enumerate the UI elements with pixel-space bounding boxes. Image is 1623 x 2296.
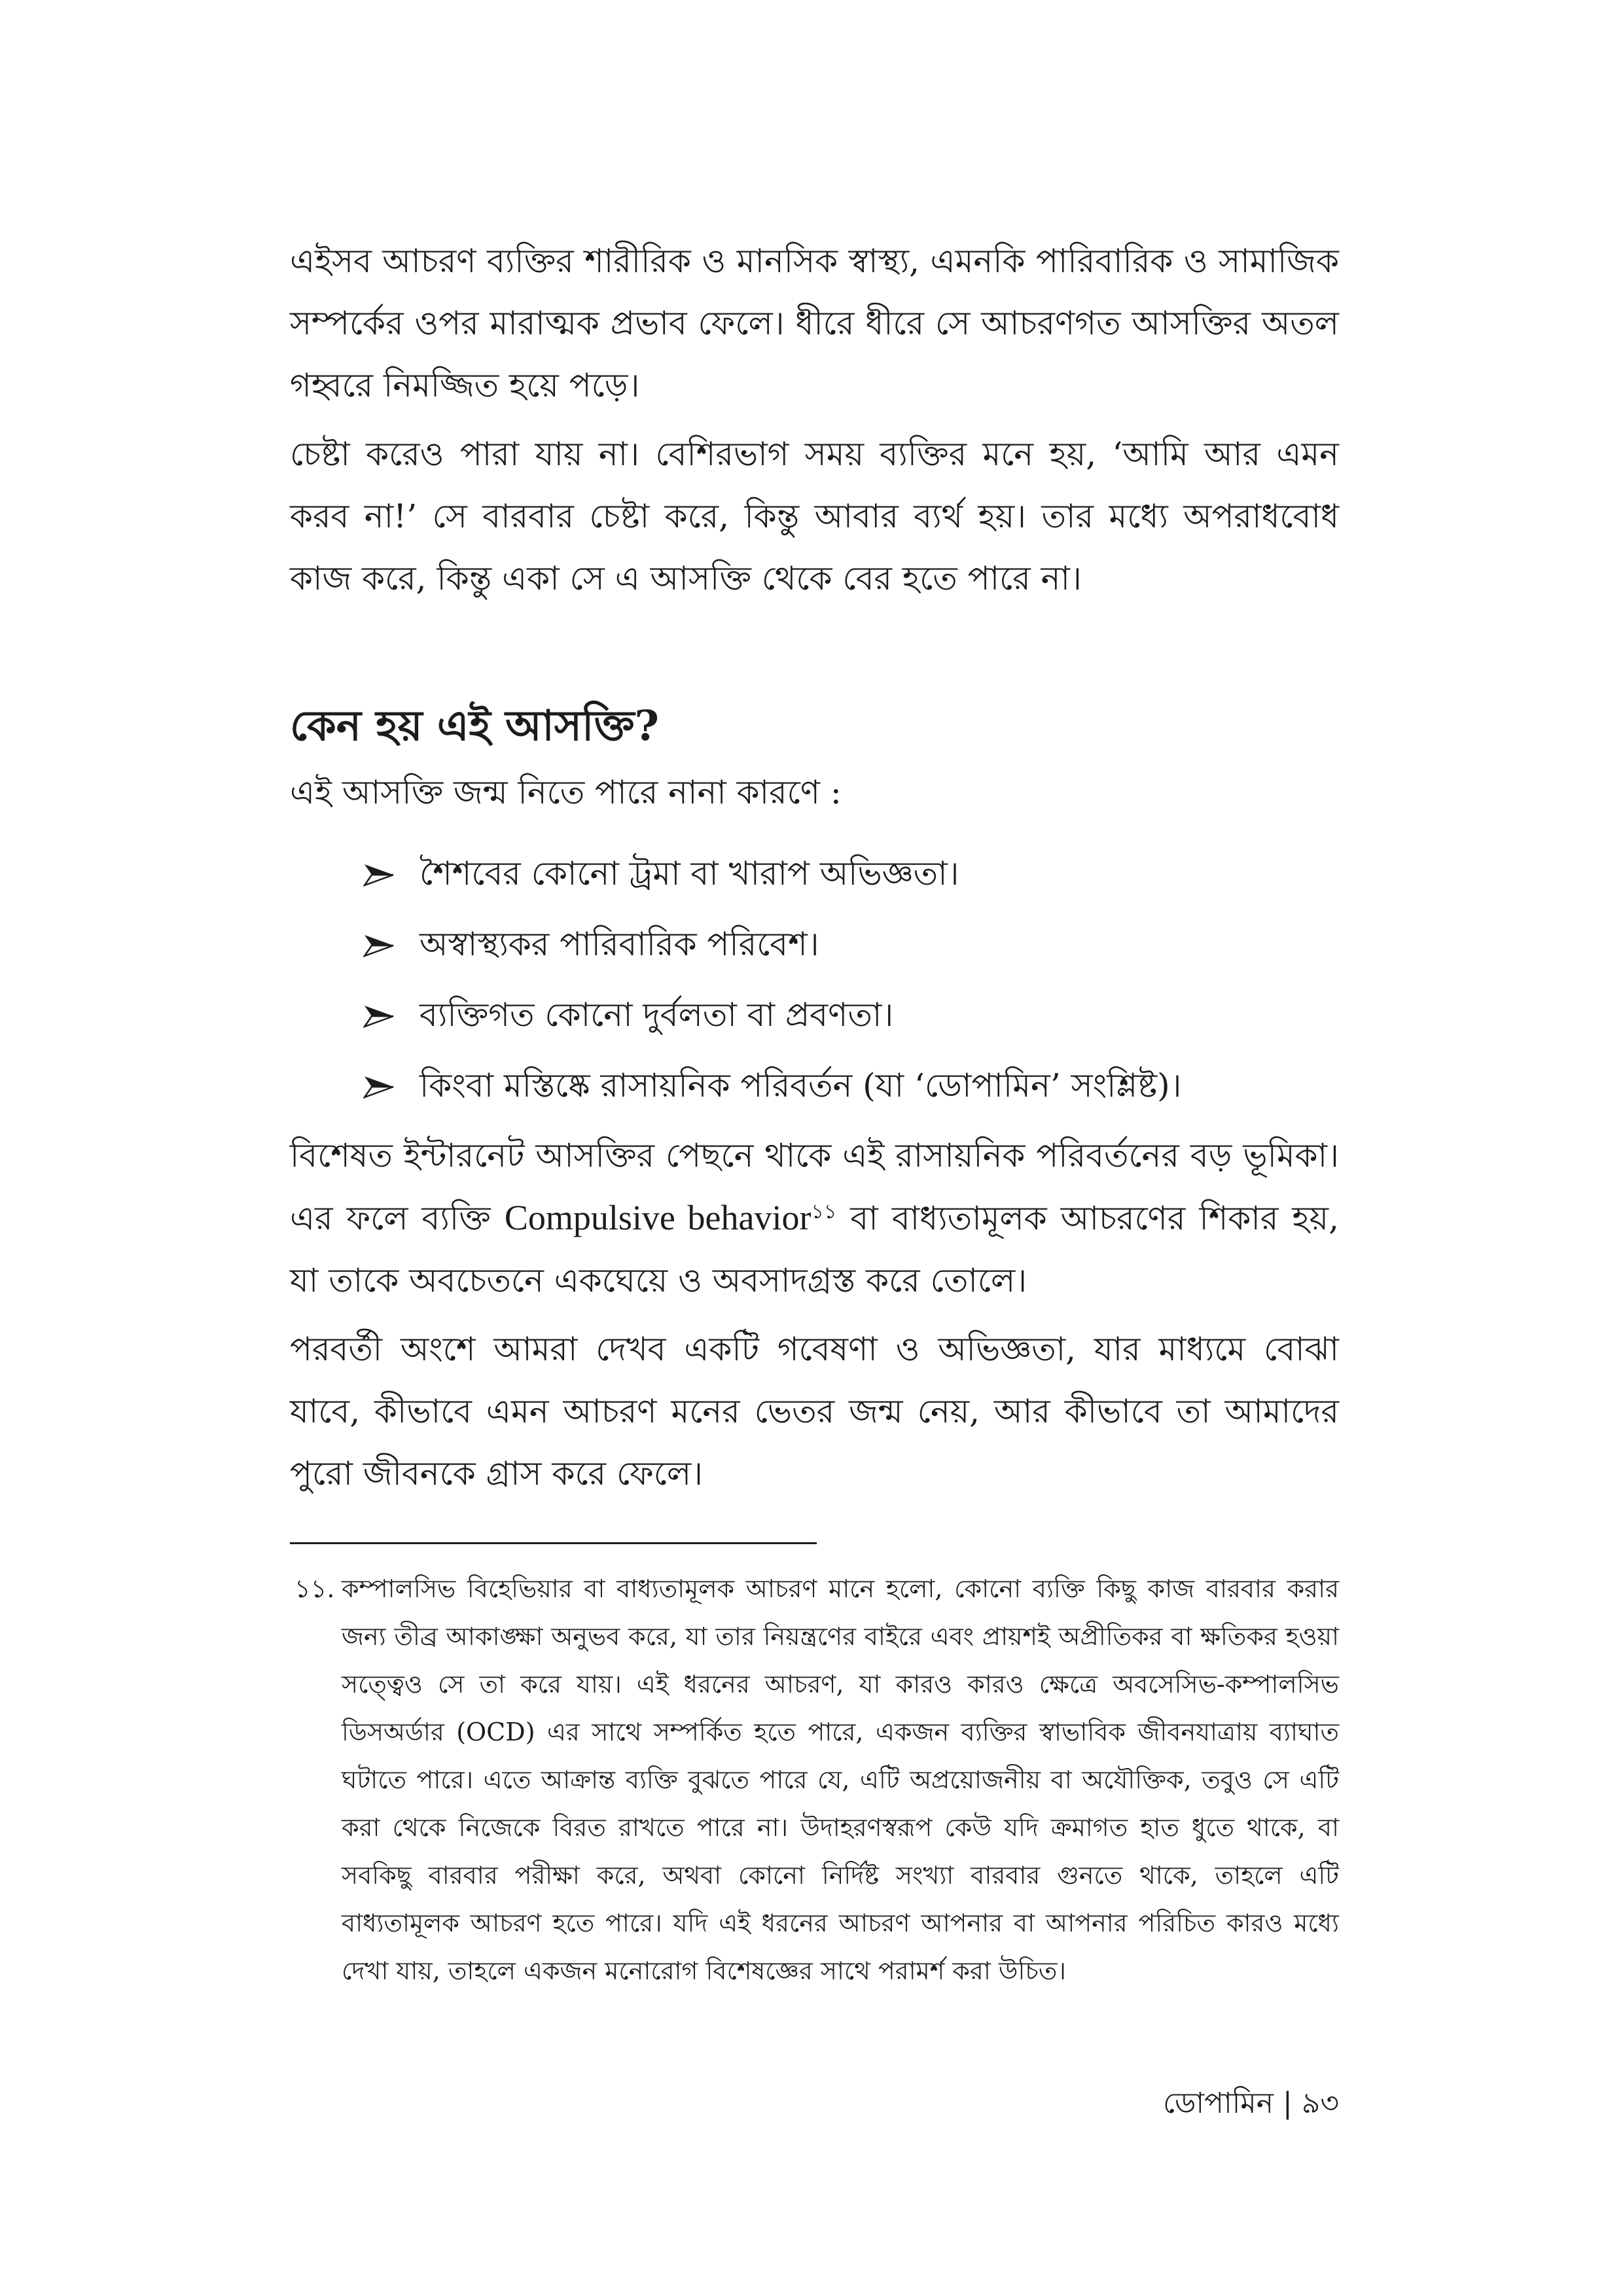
arrowhead-lower-face (365, 1016, 393, 1027)
body-paragraph-3 (290, 1125, 1339, 1312)
cause-text: শৈশবের কোনো ট্রমা বা খারাপ অভিজ্ঞতা। (419, 855, 959, 892)
footer-separator: | (1283, 2087, 1293, 2120)
footnote-text: কম্পালসিভ বিহেভিয়ার বা বাধ্যতামূলক আচরণ মানে হলো, কোনো ব্যক্তি কিছু কাজ বারবার করার জন্য তীব্র আকাঙ্ক্ষা অনুভব করে, যা তার নিয়ন্ত্রণের বাইরে এবং প্রায়শই অপ্রীতিকর বা ক্ষতিকর হওয়া সত্ত্বেও সে তা করে যায়। এই ধরনের আচরণ, যা কারও কারও ক্ষেত্রে অবসেসিভ-কম্পালসিভ ডিসঅর্ডার (OCD) এর সাথে সম্পর্কিত হতে পারে, একজন ব্যক্তির স্বাভাবিক জীবনযাত্রায় ব্যাঘাত ঘটাতে পারে। এতে আক্রান্ত ব্যক্তি বুঝতে পারে যে, এটি অপ্রয়োজনীয় বা অযৌক্তিক, তবুও সে এটি করা থেকে নিজেকে বিরত রাখতে পারে না। উদাহরণস্বরূপ কেউ যদি ক্রমাগত হাত ধুতে থাকে, বা সবকিছু বারবার পরীক্ষা করে, অথবা কোনো নির্দিষ্ট সংখ্যা বারবার গুনতে থাকে, তাহলে এটি বাধ্যতামূলক আচরণ হতে পারে। যদি এই ধরনের আচরণ আপনার বা আপনার পরিচিত কারও মধ্যে দেখা যায়, তাহলে একজন মনোরোগ বিশেষজ্ঞের সাথে পরামর্শ করা উচিত। (342, 1574, 1339, 1985)
page-footer (1163, 2084, 1339, 2123)
footnote-number: ১১. (294, 1574, 335, 1603)
arrowhead-lower-face (365, 945, 393, 956)
body-paragraph-1: এইসব আচরণ ব্যক্তির শারীরিক ও মানসিক স্বাস্থ্য, এমনকি পারিবারিক ও সামাজিক সম্পর্কের ওপর মারাত্মক প্রভাব ফেলে। ধীরে ধীরে সে আচরণগত আসক্তির অতল গহ্বরে নিমজ্জিত হয়ে পড়ে। (290, 242, 1339, 404)
paragraph-3-text-before: বিশেষত ইন্টারনেট আসক্তির পেছনে থাকে এই রাসায়নিক পরিবর্তনের বড় ভূমিকা। এর ফলে ব্যক্তি (290, 1137, 1339, 1237)
arrowhead-upper-face (365, 935, 393, 945)
footnote-divider (290, 1542, 817, 1544)
arrowhead-bullet-icon (363, 863, 395, 887)
footnote-reference: ১১ (811, 1200, 837, 1224)
compulsive-behavior-term: Compulsive behavior (504, 1198, 812, 1237)
cause-text: কিংবা মস্তিষ্কে রাসায়নিক পরিবর্তন (যা ‘ডোপামিন’ সংশ্লিষ্ট)। (419, 1067, 1182, 1104)
section-intro: এই আসক্তি জন্ম নিতে পারে নানা কারণে : (290, 773, 842, 811)
footnote (290, 1565, 1339, 1995)
cause-item (290, 1054, 1339, 1117)
body-paragraph-2: চেষ্টা করেও পারা যায় না। বেশিরভাগ সময় ব্যক্তির মনে হয়, ‘আমি আর এমন করব না!’ সে বারবার চেষ্টা করে, কিন্তু আবার ব্যর্থ হয়। তার মধ্যে অপরাধবোধ কাজ করে, কিন্তু একা সে এ আসক্তি থেকে বের হতে পারে না। (290, 435, 1339, 597)
arrowhead-bullet-icon (363, 1004, 395, 1028)
arrowhead-lower-face (365, 1087, 393, 1097)
cause-item (290, 913, 1339, 976)
arrowhead-upper-face (365, 864, 393, 875)
cause-item (290, 983, 1339, 1046)
causes-list (290, 842, 1339, 1117)
body-paragraph-4: পরবর্তী অংশে আমরা দেখব একটি গবেষণা ও অভিজ্ঞতা, যার মাধ্যমে বোঝা যাবে, কীভাবে এমন আচরণ মনের ভেতর জন্ম নেয়, আর কীভাবে তা আমাদের পুরো জীবনকে গ্রাস করে ফেলে। (290, 1330, 1339, 1492)
arrowhead-bullet-icon (363, 934, 395, 957)
paragraph-3-text-after: বা বাধ্যতামূলক আচরণের শিকার হয়, যা তাকে অবচেতনে একঘেয়ে ও অবসাদগ্রস্ত করে তোলে। (290, 1199, 1340, 1299)
text-column (290, 230, 1339, 1995)
arrowhead-upper-face (365, 1076, 393, 1087)
arrowhead-lower-face (365, 875, 393, 885)
running-title: ডোপামিন (1163, 2087, 1274, 2120)
arrowhead-upper-face (365, 1006, 393, 1016)
section-heading: কেন হয় এই আসক্তি? (290, 701, 659, 751)
page-number: ৯৩ (1301, 2087, 1339, 2120)
cause-text: অস্বাস্থ্যকর পারিবারিক পরিবেশ। (419, 925, 819, 963)
arrowhead-bullet-icon (363, 1075, 395, 1099)
cause-item (290, 842, 1339, 905)
cause-text: ব্যক্তিগত কোনো দুর্বলতা বা প্রবণতা। (419, 996, 894, 1034)
